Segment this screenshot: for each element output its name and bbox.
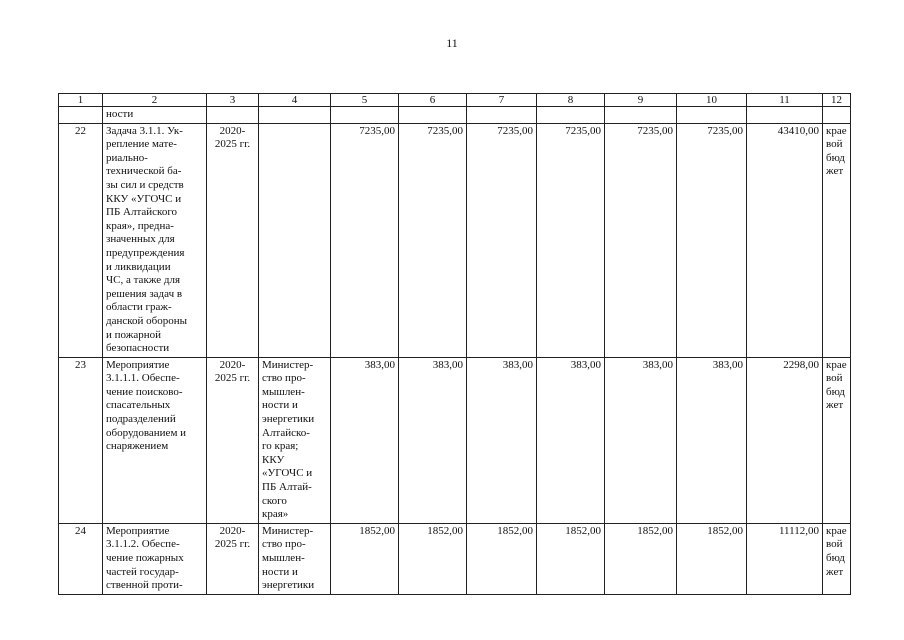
funding-source-line: краевой (826, 358, 847, 385)
measure-name-line: технической ба- (106, 165, 182, 178)
funding-source-line: краевой (826, 124, 847, 151)
measure-name-line: чение пожарных (106, 552, 184, 564)
header-cell: 1 (59, 94, 103, 107)
header-cell: 8 (537, 94, 605, 107)
amount-cell: 1852,00 (399, 523, 467, 594)
measure-name-line: чение поисково- (106, 385, 183, 398)
header-cell: 5 (331, 94, 399, 107)
period-line: 2025 гг. (214, 138, 251, 151)
amount-cell: 43410,00 (747, 123, 823, 357)
continuation-row (59, 107, 851, 124)
funding-source (823, 123, 851, 357)
amount-cell: 7235,00 (467, 123, 537, 357)
funding-source (823, 357, 851, 523)
period-line: 2025 гг. (214, 538, 251, 551)
amount-cell: 1852,00 (331, 523, 399, 594)
measure-name (103, 523, 207, 594)
executor-line: ПБ Алтай- (262, 481, 312, 494)
measure-name-line: ККУ «УГОЧС и (106, 192, 182, 205)
table-row (59, 523, 851, 594)
period (207, 123, 259, 357)
measure-name-line: Мероприятие (106, 524, 170, 537)
measure-name-line: риально- (106, 151, 148, 164)
measure-name-line: Задача 3.1.1. Ук- (106, 124, 183, 137)
period-line: 2020- (219, 524, 246, 537)
program-table (58, 93, 851, 595)
executor-line: го края; (262, 440, 299, 453)
measure-name-line: оборудованием и (106, 426, 187, 439)
funding-source-line: краевой (826, 524, 847, 551)
measure-name-line: частей государ- (106, 565, 179, 578)
row-number: 22 (59, 123, 103, 357)
measure-name-line: ственной проти- (106, 579, 183, 592)
measure-name-line: данской обороны (106, 314, 188, 327)
period (207, 523, 259, 594)
amount-cell: 11112,00 (747, 523, 823, 594)
funding-source-line: бюджет (826, 151, 845, 178)
amount-cell: 383,00 (677, 357, 747, 523)
amount-cell: 383,00 (605, 357, 677, 523)
measure-name-line: подразделений (106, 413, 176, 426)
executor-line: края» (262, 508, 289, 521)
measure-name-line: предупреждения (106, 246, 185, 259)
measure-name-line: края», предна- (106, 219, 174, 232)
row-number: 24 (59, 523, 103, 594)
measure-name-line: и ликвидации (106, 260, 171, 273)
executor-line: ности и (262, 565, 298, 578)
measure-name-line: и пожарной (106, 328, 162, 341)
executor (259, 123, 331, 357)
measure-name-line: 3.1.1.1. Обеспе- (106, 372, 180, 385)
executor-line: ности и (262, 399, 298, 412)
measure-name-line: Мероприятие (106, 358, 170, 371)
amount-cell: 383,00 (399, 357, 467, 523)
amount-cell: 7235,00 (605, 123, 677, 357)
period-line: 2020- (219, 358, 246, 371)
executor-line: энергетики (262, 413, 315, 426)
measure-name-line: снаряжением (106, 440, 169, 453)
measure-name (103, 123, 207, 357)
header-cell: 12 (823, 94, 851, 107)
header-cell: 6 (399, 94, 467, 107)
header-cell: 9 (605, 94, 677, 107)
table-row (59, 357, 851, 523)
executor-line: ство про- (262, 538, 306, 551)
measure-name-line: ПБ Алтайского (106, 206, 178, 219)
amount-cell: 7235,00 (331, 123, 399, 357)
measure-name-line: ЧС, а также для (106, 274, 181, 287)
measure-name-line: значенных для (106, 233, 175, 246)
executor (259, 357, 331, 523)
amount-cell: 1852,00 (467, 523, 537, 594)
amount-cell: 7235,00 (399, 123, 467, 357)
amount-cell: 383,00 (537, 357, 605, 523)
header-cell: 11 (747, 94, 823, 107)
measure-name (103, 357, 207, 523)
executor-line: Алтайско- (262, 426, 310, 439)
executor-line: мышлен- (262, 552, 305, 564)
amount-cell: 383,00 (467, 357, 537, 523)
measure-name-line: репление мате- (106, 138, 177, 151)
measure-name-line: зы сил и средств (106, 178, 184, 191)
page-number: 11 (446, 36, 458, 50)
amount-cell: 7235,00 (677, 123, 747, 357)
period-line: 2025 гг. (214, 372, 251, 385)
executor-line: ского (262, 494, 287, 507)
header-cell: 10 (677, 94, 747, 107)
funding-source (823, 523, 851, 594)
header-cell: 4 (259, 94, 331, 107)
measure-name-line: 3.1.1.2. Обеспе- (106, 538, 180, 551)
measure-name-line: спасательных (106, 399, 171, 412)
executor-line: Министер- (262, 358, 314, 371)
table-row (59, 123, 851, 357)
amount-cell: 2298,00 (747, 357, 823, 523)
amount-cell: 1852,00 (677, 523, 747, 594)
executor (259, 523, 331, 594)
header-cell: 7 (467, 94, 537, 107)
period (207, 357, 259, 523)
amount-cell: 1852,00 (605, 523, 677, 594)
amount-cell: 1852,00 (537, 523, 605, 594)
amount-cell: 7235,00 (537, 123, 605, 357)
measure-name-line: области граж- (106, 301, 172, 314)
amount-cell: 383,00 (331, 357, 399, 523)
continuation-text: ности (103, 107, 207, 124)
executor-line: мышлен- (262, 385, 305, 398)
executor-line: «УГОЧС и (262, 467, 313, 480)
header-cell: 3 (207, 94, 259, 107)
funding-source-line: бюджет (826, 552, 845, 578)
header-row (59, 94, 851, 107)
measure-name-line: решения задач в (106, 287, 183, 300)
period-line: 2020- (219, 124, 246, 137)
row-number: 23 (59, 357, 103, 523)
funding-source-line: бюджет (826, 385, 845, 412)
header-cell: 2 (103, 94, 207, 107)
executor-line: Министер- (262, 524, 314, 537)
executor-line: ство про- (262, 372, 306, 385)
measure-name-line: безопасности (106, 342, 170, 355)
executor-line: энергетики (262, 579, 315, 592)
executor-line: ККУ (262, 453, 285, 466)
